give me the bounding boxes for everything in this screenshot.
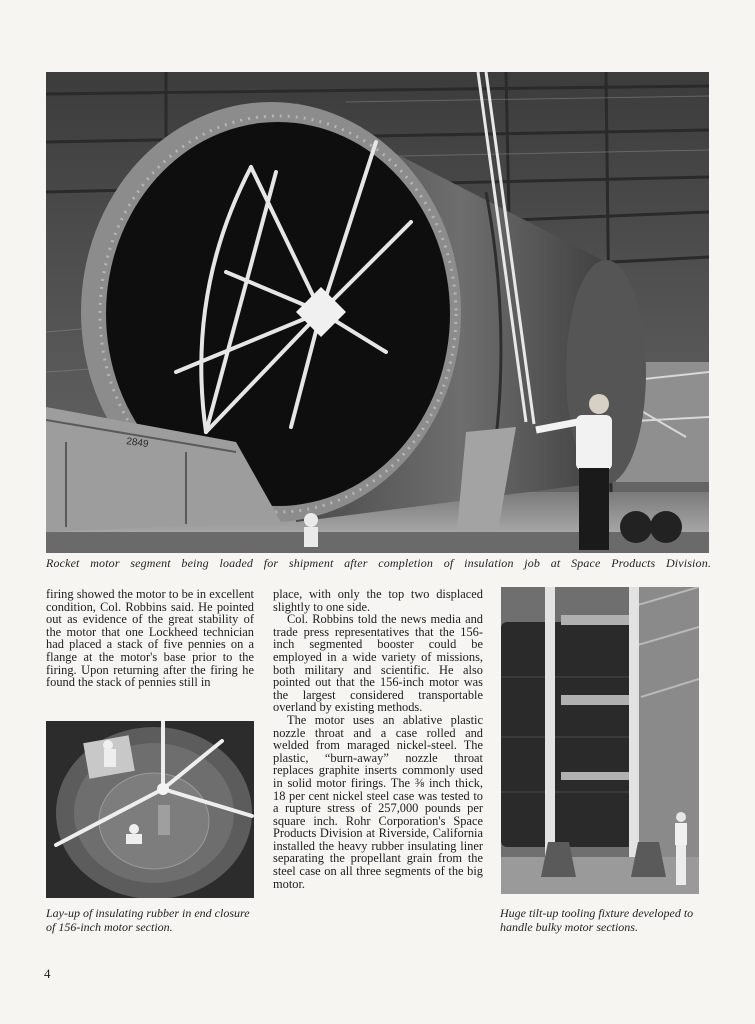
rocket-motor-segment-illustration bbox=[46, 72, 709, 553]
text-column-left bbox=[46, 588, 254, 689]
article-paragraph: place, with only the top two displaced slightly to one side. bbox=[273, 587, 483, 614]
page-number: 4 bbox=[44, 966, 51, 981]
insulating-rubber-layup-photo bbox=[46, 721, 254, 898]
text-column-middle bbox=[273, 588, 483, 890]
hero-photo-caption: Rocket motor segment being loaded for shipment after completion of insulation job at Space Products Division. bbox=[46, 556, 711, 570]
article-paragraph: Col. Robbins told the news media and trade press representatives that the 156-inch segmented booster could be employed in a wide variety of missions, both military and scientific. He also pointed out that the 156-inch motor was the largest considered transportable overland by existing methods. bbox=[273, 612, 483, 715]
tilt-up-tooling-fixture-photo bbox=[501, 587, 699, 894]
rubber-layup-illustration bbox=[46, 721, 254, 898]
tilt-up-photo-caption: Huge tilt-up tooling fixture developed to handle bulky motor sections. bbox=[500, 906, 694, 934]
article-paragraph: The motor uses an ablative plastic nozzle throat and a case rolled and welded from maraged nickel-steel. The plastic, “burn-away” nozzle throat replaces graphite inserts commonly used in solid motor firings. The ⅜ inch thick, 18 per cent nickel steel case was tested to a rupture stress of 257,000 pounds per square inch. Rohr Corporation's Space Products Division at Riverside, California installed the heavy rubber insulating liner separating the propellant grain from the steel case on all three segments of the big motor. bbox=[273, 712, 483, 891]
cradle-marking: 2849 bbox=[125, 436, 150, 451]
rocket-motor-segment-photo bbox=[46, 72, 709, 553]
article-paragraph: firing showed the motor to be in excellent condition, Col. Robbins said. He pointed out as evidence of the great stability of the motor that one Lockheed technician had placed a stack of five pennies on a flange at the motor's base prior to the firing. Upon returning after the firing he found the stack of pennies still in bbox=[46, 587, 254, 690]
tilt-up-fixture-illustration bbox=[501, 587, 699, 894]
rubber-photo-caption: Lay-up of insulating rubber in end closure of 156-inch motor section. bbox=[46, 906, 250, 934]
